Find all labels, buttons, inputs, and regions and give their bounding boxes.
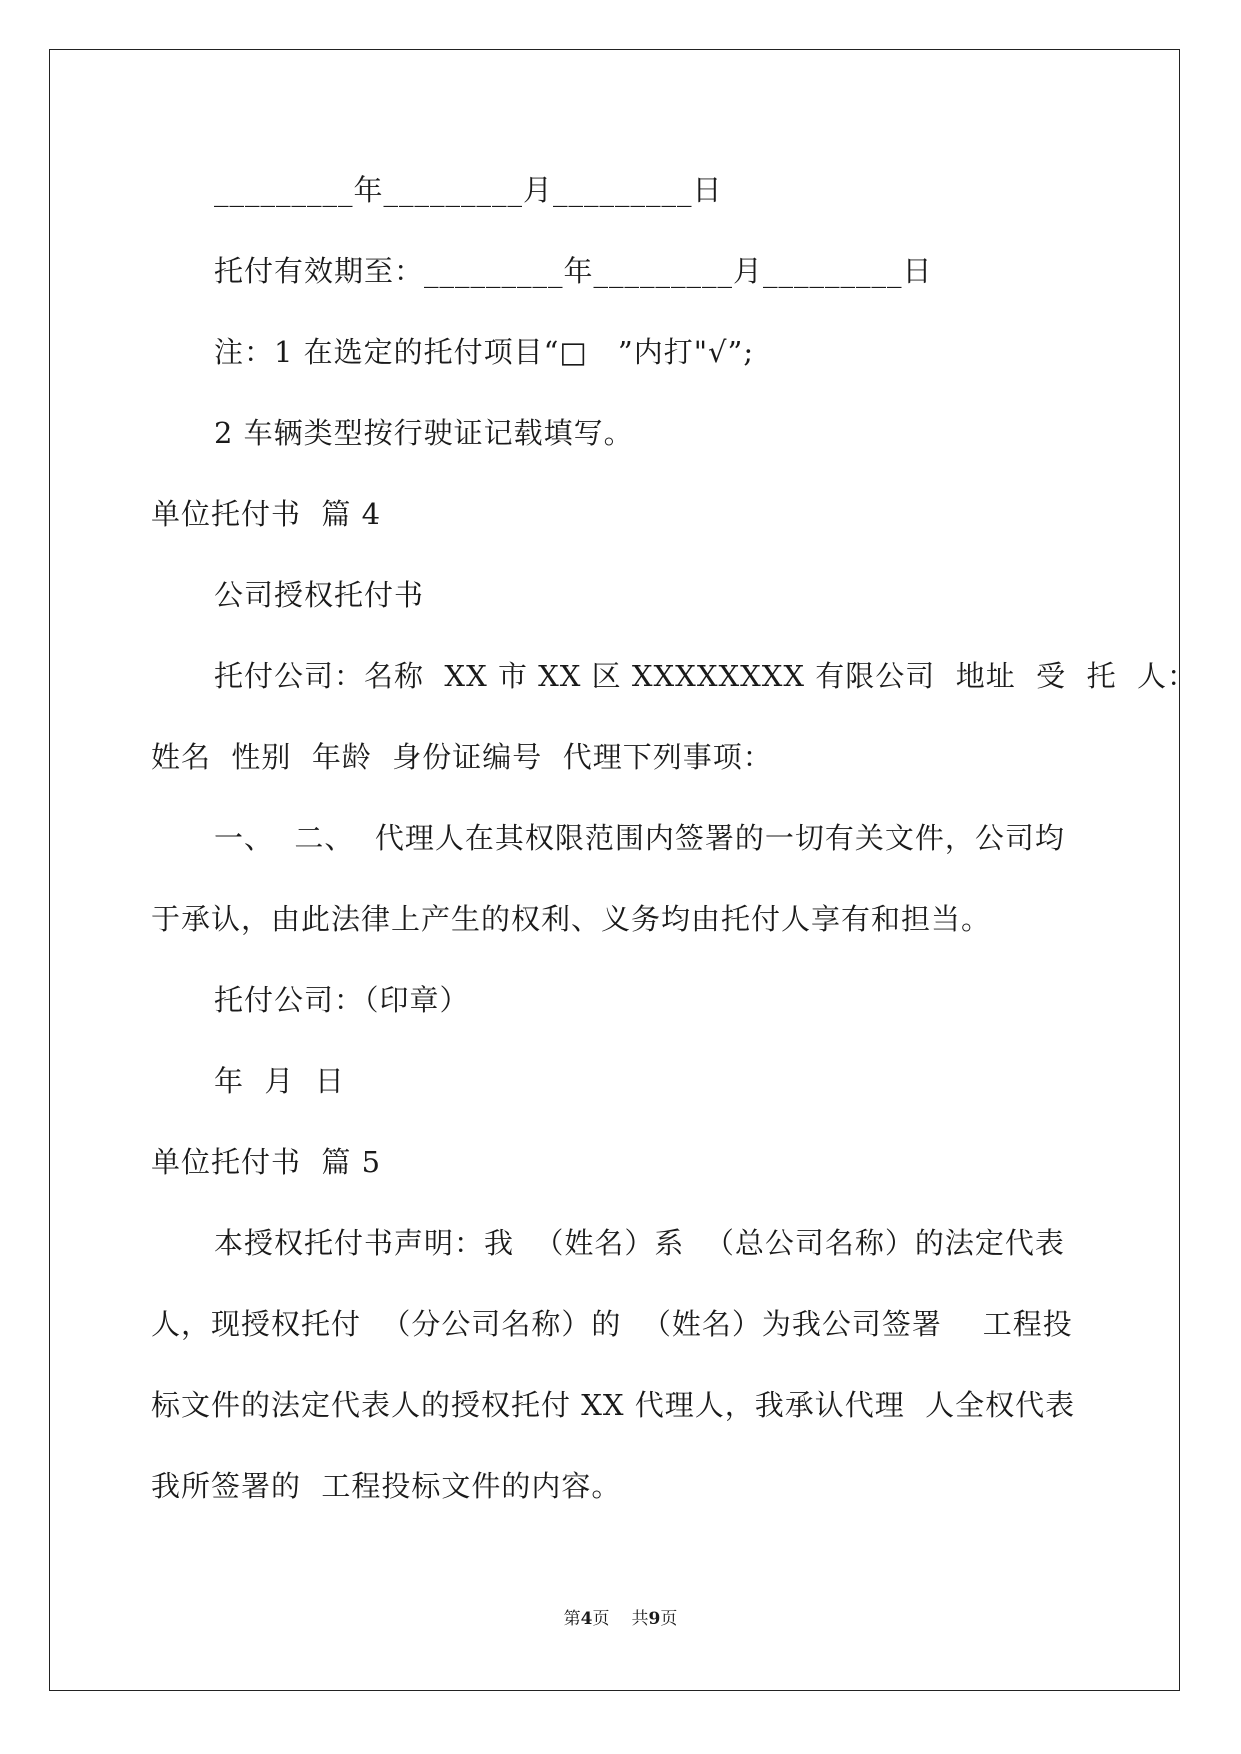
total-pages: 9: [648, 1609, 661, 1629]
footer-total-prefix: 共: [631, 1609, 649, 1629]
validity-period-line: 托付有效期至：_________年_________月_________日: [214, 254, 933, 288]
note-line-1: 注：1 在选定的托付项目“□ ”内打"√”;: [214, 335, 755, 369]
paragraph-line: 于承认，由此法律上产生的权利、义务均由托付人享有和担当。: [151, 902, 992, 936]
page-number: 4: [580, 1609, 593, 1629]
note-line-2: 2 车辆类型按行驶证记载填写。: [214, 416, 634, 450]
date-line: 年 月 日: [214, 1064, 345, 1098]
paragraph-line: 我所签署的 工程投标文件的内容。: [151, 1469, 622, 1503]
seal-line: 托付公司：（印章）: [214, 983, 470, 1017]
section-heading-5: 单位托付书 篇 5: [151, 1145, 382, 1179]
date-blank-line: _________年_________月_________日: [214, 173, 723, 207]
document-title: 公司授权托付书: [214, 578, 425, 612]
footer-total-suffix: 页: [660, 1609, 678, 1629]
section-heading-4: 单位托付书 篇 4: [151, 497, 382, 531]
paragraph-line: 姓名 性别 年龄 身份证编号 代理下列事项：: [151, 740, 773, 774]
footer-page-suffix: 页: [592, 1609, 610, 1629]
page-border: [49, 49, 1198, 1691]
paragraph-line: 人，现授权托付 （分公司名称）的 （姓名）为我公司签署 工程投: [151, 1307, 1073, 1341]
paragraph-line: 一、 二、 代理人在其权限范围内签署的一切有关文件，公司均: [214, 821, 1065, 855]
paragraph-line: 标文件的法定代表人的授权托付 XX 代理人，我承认代理 人全权代表: [151, 1388, 1076, 1422]
page-footer: [0, 1607, 1241, 1631]
footer-prefix: 第: [563, 1609, 581, 1629]
paragraph-line: 托付公司：名称 XX 市 XX 区 XXXXXXXX 有限公司 地址 受 托 人：: [214, 659, 1198, 693]
paragraph-line: 本授权托付书声明：我 （姓名）系 （总公司名称）的法定代表: [214, 1226, 1065, 1260]
